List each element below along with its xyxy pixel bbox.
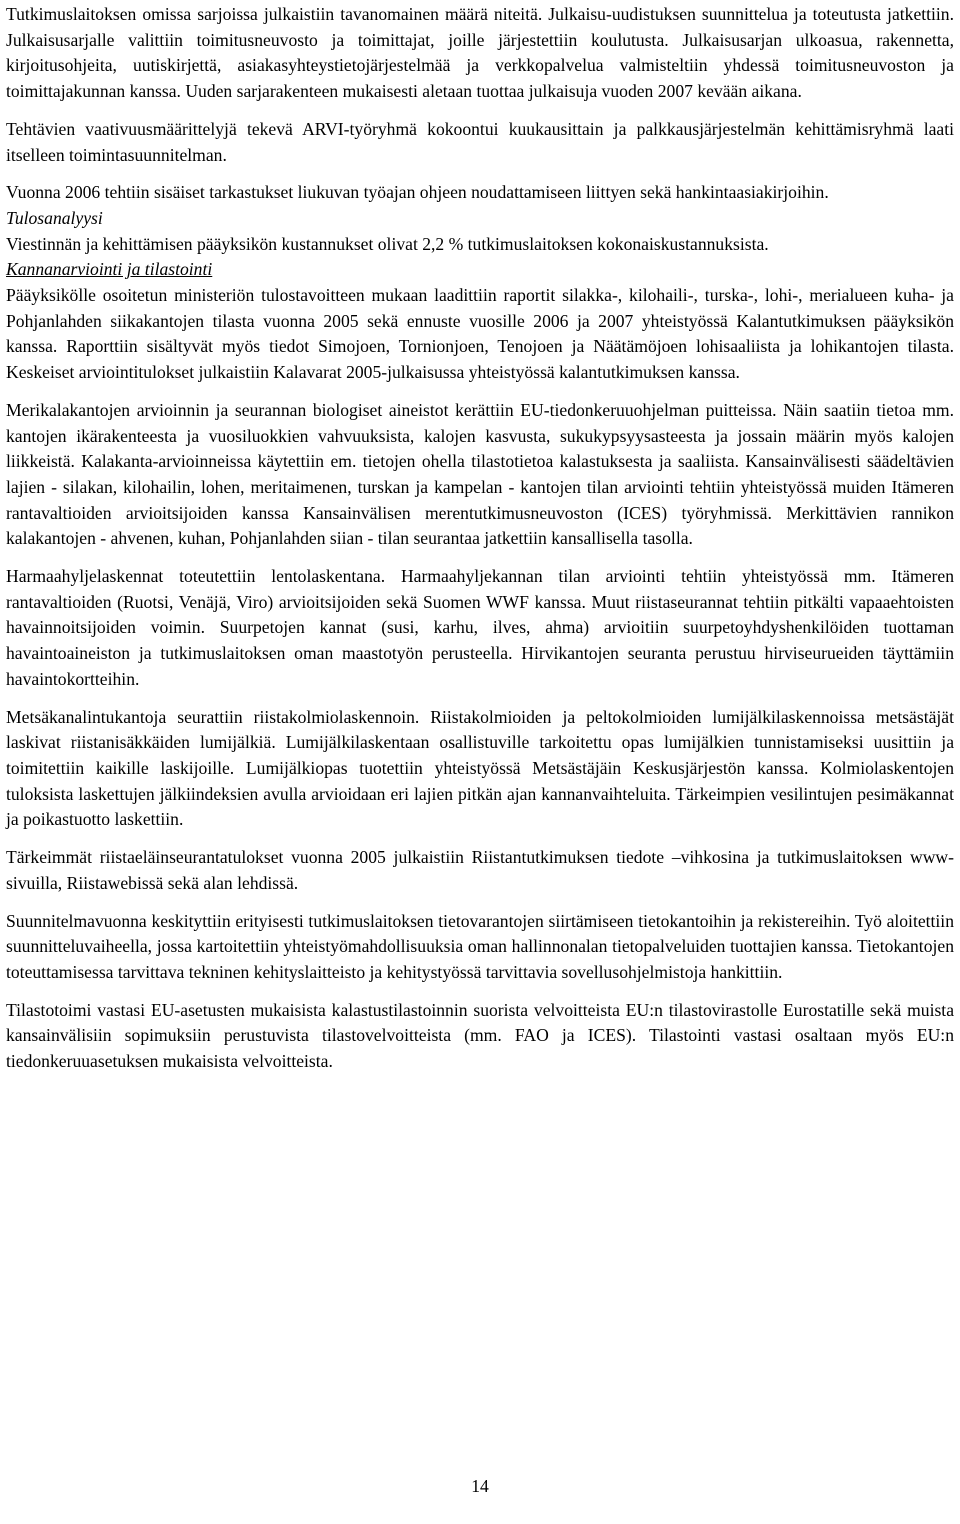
section-heading-tulosanalyysi: Tulosanalyysi — [6, 207, 103, 228]
paragraph-stock-reports: Pääyksikölle osoitetun ministeriön tulostavoitteen mukaan laadittiin raportit silakka-, kilohaili-, turska-, lohi-, merialueen kuha- ja Pohjanlahden siikakantojen tilasta vuonna 2005 sekä ennuste vuosille 2006 ja 2007 yhteistyössä Kalantutkimuksen pääyksikön kanssa. Raporttiin sisältyvät myös tiedot Simojoen, Tornionjoen, Tenojoen ja Näätämöjoen lohisaaliista ja lohikantojen tilasta. Keskeiset arviointitulokset julkaistiin Kalavarat 2005-julkaisussa yhteistyössä kalantutkimuksen kanssa. — [6, 285, 954, 383]
paragraph-cost-analysis: Viestinnän ja kehittämisen pääyksikön kustannukset olivat 2,2 % tutkimuslaitoksen kokonaiskustannuksista. — [6, 233, 769, 254]
paragraph-statistics: Tilastotoimi vastasi EU-asetusten mukaisista kalastustilastoinnin suorista velvoitteista EU:n tilastovirastolle Eurostatille sekä muista kansainvälisiin sopimuksiin perustuvista tilastovelvoitteista (mm. FAO ja ICES). Tilastointi vastasi osaltaan myös EU:n tiedonkeruuasetuksen mukaisista velvoitteista. — [6, 999, 954, 1072]
paragraph-arvi-working-group: Tehtävien vaativuusmäärittelyjä tekevä ARVI-työryhmä kokoontui kuukausittain ja palkkausjärjestelmän kehittämisryhmä laati itselleen toimintasuunnitelman. — [6, 118, 954, 165]
paragraph-seal-and-game-counts: Harmaahyljelaskennat toteutettiin lentolaskentana. Harmaahyljekannan tilan arviointi tehtiin yhteistyössä mm. Itämeren rantavaltioiden (Ruotsi, Venäjä, Viro) arvioitsijoiden sekä Suomen WWF kanssa. Muut riistaseurannat tehtiin pitkälti vapaaehtoisten havainnoitsijoiden voimin. Suurpetojen kannat (susi, karhu, ilves, ahma) arvioitiin suurpetoyhdyshenkilöiden tuottaman havaintoaineiston ja tutkimuslaitoksen oman maastotyön perusteella. Hirvikantojen seuranta perustuu hirviseurueiden täyttämiin havaintokortteihin. — [6, 566, 954, 689]
paragraph-forest-grouse-counts: Metsäkanalintukantoja seurattiin riistakolmiolaskennoin. Riistakolmioiden ja peltokolmioiden lumijälkilaskennoissa metsästäjät laskivat riistanisäkkäiden lumijälkiä. Lumijälkilaskentaan osallistuville tarkoitettu opas lumijälkien tunnistamiseksi uusittiin ja toimitettiin kaikille laskijoille. Lumijälkiopas tuotettiin yhteistyössä Metsästäjäin Keskusjärjestön kanssa. Kolmiolaskentojen tuloksista laskettujen jälkiindeksien avulla arvioidaan eri lajien pitkän ajan kannanvaihteluita. Tärkeimpien vesilintujen pesimäkannat ja poikastuotto laskettiin. — [6, 706, 954, 830]
paragraph-internal-audits: Vuonna 2006 tehtiin sisäiset tarkastukset liukuvan työajan ohjeen noudattamiseen liittyen sekä hankintaasiakirjoihin. — [6, 182, 829, 203]
paragraph-publications: Tutkimuslaitoksen omissa sarjoissa julkaistiin tavanomainen määrä niteitä. Julkaisu-uudistuksen suunnittelua ja toteutusta jatkettiin. Julkaisusarjalle valittiin toimitusneuvosto ja toimittajat, joille järjestettiin koulutusta. Julkaisusarjan ulkoasua, rakennetta, kirjoitusohjeita, uutiskirjettä, asiakasyhteystietojärjestelmää ja verkkopalvelua valmisteltiin yhdessä toimitusneuvoston ja toimittajakunnan kanssa. Uuden sarjarakenteen mukaisesti aletaan tuottaa julkaisuja vuoden 2007 kevään aikana. — [6, 4, 954, 102]
section-heading-kannanarviointi: Kannanarviointi ja tilastointi — [6, 259, 213, 280]
paragraph-databases: Suunnitelmavuonna keskityttiin erityisesti tutkimuslaitoksen tietovarantojen siirtämiseen tietokantoihin ja rekistereihin. Työ aloitettiin suunnitteluvaiheella, jossa kartoitettiin yhteistyömahdollisuuksia oman hallinnonalan tietopalveluiden tuottajien kanssa. Tietokantojen toteuttamisessa tarvittava tekninen kehityslaitteisto ja kehitystyössä tarvittavia sovellusohjelmistoja hankittiin. — [6, 910, 954, 982]
page-number: 14 — [471, 1476, 489, 1496]
paragraph-marine-fish-stocks: Merikalakantojen arvioinnin ja seurannan biologiset aineistot kerättiin EU-tiedonkeruuohjelman puitteissa. Näin saatiin tietoa mm. kantojen ikärakenteesta ja vuosiluokkien vahvuuksista, kalojen kasvusta, sukukypsyysasteesta ja jossain määrin myös kalojen liikkeistä. Kalakanta-arvioinneissa käytettiin em. tietojen ohella tilastotietoa kalastuksesta ja saaliista. Kansainvälisesti säädeltävien lajien - silakan, kilohailin, lohen, meritaimenen, turskan ja kampelan - kantojen tilan arviointi tehtiin yhteistyössä muiden Itämeren rantavaltioiden arvioitsijoiden kanssa Kansainvälisen merentutkimusneuvoston (ICES) työryhmissä. Merkittävien rannikon kalakantojen - ahvenen, kuhan, Pohjanlahden siian - tilan seurantaa jatkettiin kansallisella tasolla. — [6, 399, 954, 549]
paragraph-game-monitoring-results: Tärkeimmät riistaeläinseurantatulokset vuonna 2005 julkaistiin Riistantutkimuksen tiedote –vihkosina ja tutkimuslaitoksen www-sivuilla, Riistawebissä sekä alan lehdissä. — [6, 847, 954, 893]
